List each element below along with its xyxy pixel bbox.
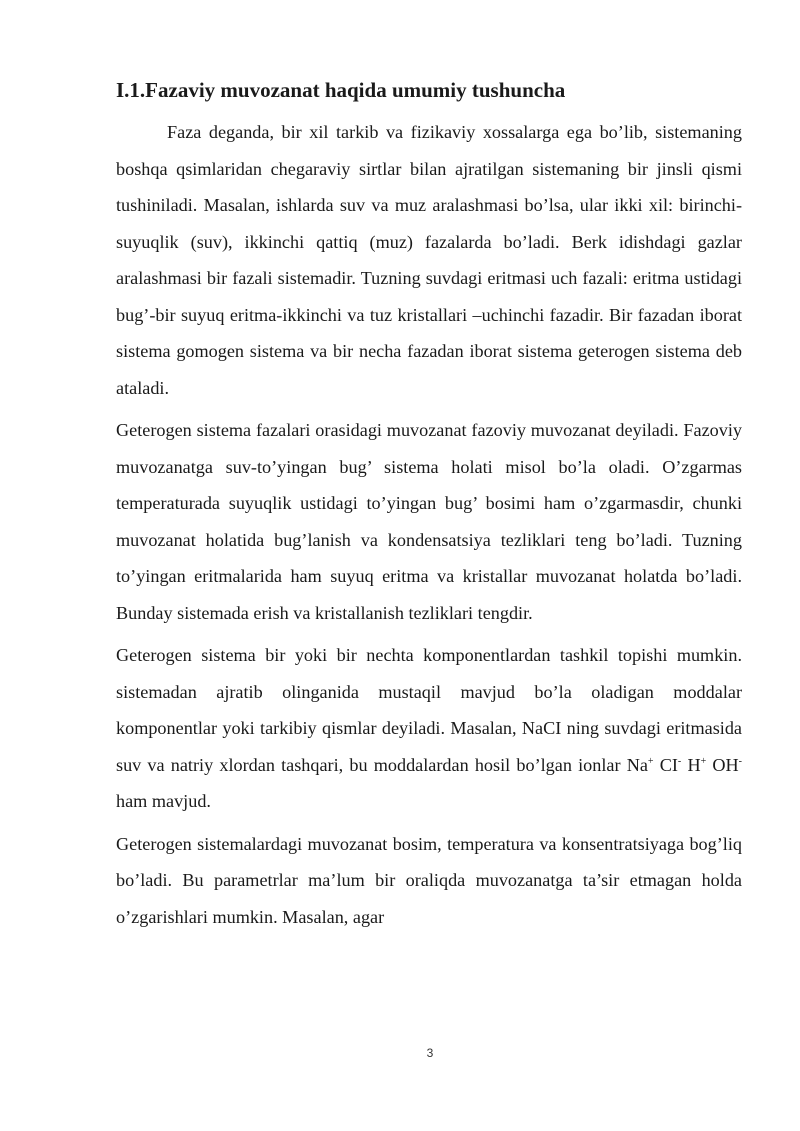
paragraph-components-text: Geterogen sistema bir yoki bir nechta komponentlardan tashkil topishi mumkin. sistemadan ajratib olinganida mustaqil mavjud bo’la oladigan moddalar komponentlar yoki tarkibiy qismlar deyiladi. Masalan, NaCI ning suvdagi eritmasida suv va natriy xlordan tashqari, bu moddalardan hosil bo’lgan ionlar [116, 645, 742, 775]
paragraph-phase-definition: Faza deganda, bir xil tarkib va fizikaviy xossalarga ega bo’lib, sistemaning boshqa qsimlaridan chegaraviy sirtlar bilan ajratilgan sistemaning bir jinsli qismi tushiniladi. Masalan, ishlarda suv va muz aralashmasi bo’lsa, ular ikki xil: birinchi-suyuqlik (suv), ikkinchi qattiq (muz) fazalarda bo’ladi. Berk idishdagi gazlar aralashmasi bir fazali sistemadir. Tuzning suvdagi eritmasi uch fazali: eritma ustidagi bug’-bir suyuq eritma-ikkinchi va tuz kristallari –uchinchi fazadir. Bir fazadan iborat sistema gomogen sistema va bir necha fazadan iborat sistema geterogen sistema deb ataladi. [116, 122, 742, 398]
ion-charge: - [677, 755, 682, 767]
ion-sodium: Na+ [626, 754, 654, 775]
ion-hydroxide: OH- [712, 754, 743, 775]
paragraph-phase-equilibrium: Geterogen sistema fazalari orasidagi muvozanat fazoviy muvozanat deyiladi. Fazoviy muvozanatga suv-to’yingan bug’ sistema holati misol bo’la oladi. O’zgarmas temperaturada suyuqlik ustidagi to’yingan bug’ bosimi ham o’zgarmasdir, chunki muvozanat holatida bug’lanish va kondensatsiya tezliklari teng bo’ladi. Tuzning to’yingan eritmalarida ham suyuq eritma va kristallar muvozanat holatda bo’ladi. Bunday sistemada erish va kristallanish tezliklari tengdir. [116, 420, 742, 623]
paragraph-equilibrium-parameters: Geterogen sistemalardagi muvozanat bosim, temperatura va konsentratsiyaga bog’liq bo’ladi. Bu parametrlar ma’lum bir oraliqda muvozanatga ta’sir etmagan holda o’zgarishlari mumkin. Masalan, agar [116, 833, 742, 927]
paragraph-components [116, 637, 742, 820]
ion-chloride: CI- [659, 754, 682, 775]
page-number: 3 [426, 1046, 434, 1060]
ion-charge: + [700, 755, 707, 767]
ion-charge: + [647, 755, 654, 767]
document-page [116, 70, 742, 935]
ion-charge: - [738, 755, 743, 767]
ion-hydrogen: H+ [687, 754, 707, 775]
section-heading: I.1.Fazaviy muvozanat haqida umumiy tushuncha [116, 78, 566, 102]
paragraph-components-tail: ham mavjud. [116, 791, 211, 811]
